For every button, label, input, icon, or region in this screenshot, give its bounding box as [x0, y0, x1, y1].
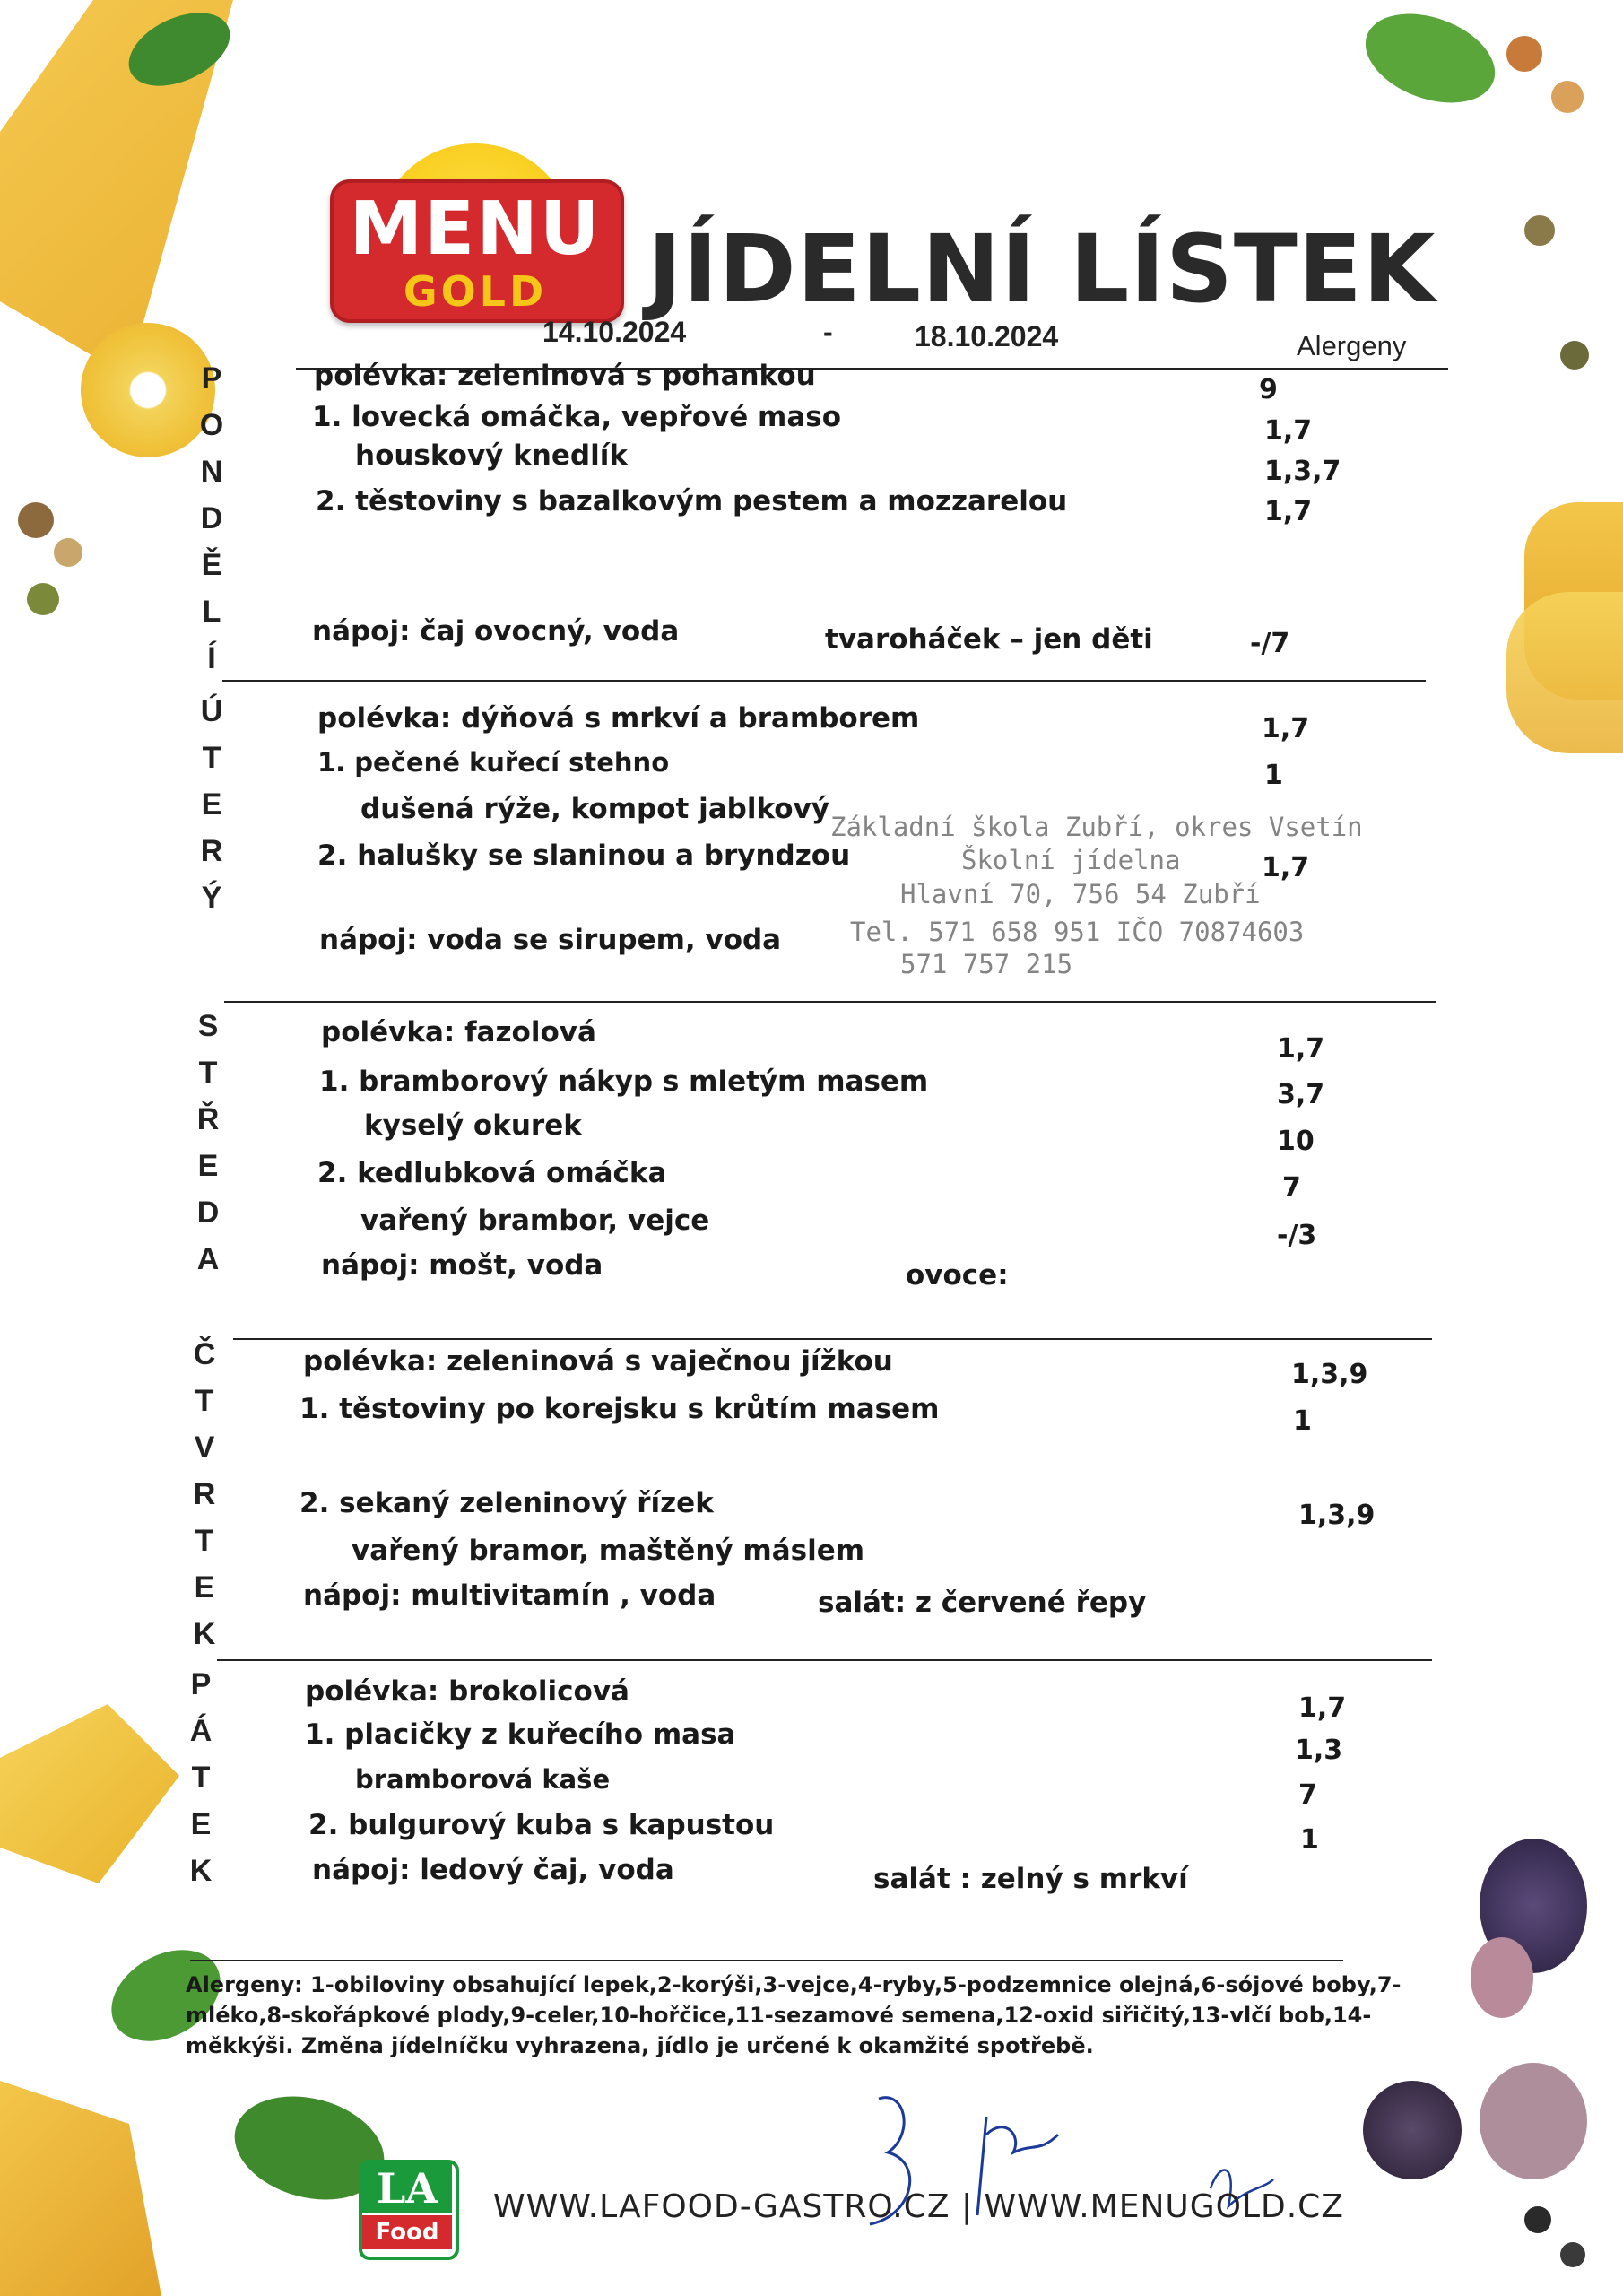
date-to: 18.10.2024	[915, 320, 1059, 352]
date-separator: -	[823, 316, 833, 348]
friday-soup: polévka: brokolicová	[305, 1675, 629, 1708]
friday-meal-1-allergens: 1,3	[1295, 1735, 1343, 1766]
day-label-tuesday: Ú T E R Ý	[200, 694, 223, 915]
monday-meal-1-side-allergens: 1,3,7	[1264, 456, 1341, 487]
thursday-soup-allergens: 1,3,9	[1291, 1359, 1368, 1390]
wednesday-meal-2-side: vařený brambor, vejce	[360, 1205, 710, 1237]
wednesday-meal-2: 2. kedlubková omáčka	[317, 1157, 667, 1189]
wednesday-meal-1-side: kyselý okurek	[364, 1109, 582, 1142]
friday-meal-1-side: bramborová kaše	[355, 1764, 611, 1795]
wednesday-meal-2-side-allergens: -/3	[1277, 1220, 1317, 1251]
friday-meal-1-side-allergens: 7	[1298, 1779, 1317, 1811]
tuesday-meal-1: 1. pečené kuřecí stehno	[317, 747, 670, 778]
monday-meal-2-allergens: 1,7	[1264, 496, 1313, 527]
tuesday-drink: nápoj: voda se sirupem, voda	[319, 924, 782, 956]
wednesday-meal-1: 1. bramborový nákyp s mletým masem	[319, 1065, 929, 1098]
thursday-meal-2-allergens: 1,3,9	[1298, 1500, 1376, 1531]
legend-rule	[190, 1960, 1343, 1961]
tuesday-rule	[224, 1001, 1436, 1003]
tuesday-meal-1-allergens: 1	[1264, 760, 1283, 791]
wednesday-drink: nápoj: mošt, voda	[321, 1249, 603, 1282]
monday-extra-allergens: -/7	[1250, 628, 1290, 659]
wednesday-rule	[233, 1338, 1432, 1340]
thursday-meal-1-allergens: 1	[1293, 1405, 1312, 1437]
monday-meal-2: 2. těstoviny s bazalkovým pestem a mozzarelou	[316, 485, 1068, 517]
tuesday-soup-allergens: 1,7	[1262, 713, 1310, 744]
la-logo-top: LA	[362, 2163, 452, 2213]
day-label-friday: P Á T E K	[189, 1667, 213, 1888]
logo-menu-text: MENU	[349, 187, 602, 272]
friday-drink: nápoj: ledový čaj, voda	[312, 1854, 674, 1886]
monday-meal-1: 1. lovecká omáčka, vepřové maso	[312, 401, 841, 433]
footer-urls: WWW.LAFOOD-GASTRO.CZ | WWW.MENUGOLD.CZ	[493, 2188, 1344, 2225]
day-label-thursday: Č T V R T E K	[193, 1337, 216, 1651]
thursday-meal-1: 1. těstoviny po korejsku s krůtím masem	[299, 1393, 940, 1425]
wednesday-meal-1-side-allergens: 10	[1277, 1126, 1315, 1157]
wednesday-meal-2-allergens: 7	[1282, 1172, 1301, 1204]
monday-soup-allergens: 9	[1259, 374, 1278, 405]
stamp-line-2: Školní jídelna	[961, 845, 1181, 875]
monday-meal-1-side: houskový knedlík	[355, 439, 628, 472]
tuesday-meal-2-allergens: 1,7	[1262, 852, 1310, 883]
thursday-meal-2-side: vařený bramor, maštěný máslem	[352, 1535, 865, 1567]
stamp-line-1: Základní škola Zubří, okres Vsetín	[830, 812, 1363, 842]
monday-drink: nápoj: čaj ovocný, voda	[312, 615, 680, 648]
wednesday-extra: ovoce:	[906, 1259, 1009, 1292]
stamp-line-5: 571 757 215	[900, 949, 1073, 979]
thursday-rule	[217, 1659, 1432, 1661]
allergens-header: Alergeny	[1297, 330, 1407, 361]
tuesday-meal-2: 2. halušky se slaninou a bryndzou	[317, 839, 851, 872]
tuesday-soup: polévka: dýňová s mrkví a bramborem	[317, 702, 920, 735]
friday-meal-1: 1. placičky z kuřecího masa	[305, 1718, 736, 1751]
thursday-meal-2: 2. sekaný zeleninový řízek	[299, 1487, 714, 1519]
logo-gold-text: GOLD	[403, 267, 548, 316]
friday-extra: salát : zelný s mrkví	[873, 1863, 1188, 1895]
wednesday-soup-allergens: 1,7	[1277, 1033, 1325, 1065]
monday-rule	[222, 680, 1426, 682]
day-label-wednesday: S T Ř E D A	[196, 1009, 220, 1276]
day-label-monday: P O N D Ě L Í	[199, 361, 224, 675]
stamp-line-3: Hlavní 70, 756 54 Zubří	[900, 879, 1261, 909]
friday-meal-2-allergens: 1	[1300, 1824, 1319, 1856]
stamp-line-4: Tel. 571 658 951 IČO 70874603	[850, 917, 1305, 947]
friday-soup-allergens: 1,7	[1298, 1692, 1347, 1724]
la-logo-bottom: Food	[362, 2215, 452, 2249]
page-title: JÍDELNÍ LÍSTEK	[647, 214, 1436, 324]
thursday-soup: polévka: zeleninová s vaječnou jížkou	[303, 1345, 893, 1378]
thursday-drink: nápoj: multivitamín , voda	[303, 1579, 716, 1612]
friday-meal-2: 2. bulgurový kuba s kapustou	[308, 1809, 775, 1841]
date-from: 14.10.2024	[542, 316, 687, 348]
thursday-extra: salát: z červené řepy	[818, 1587, 1147, 1619]
wednesday-soup: polévka: fazolová	[321, 1016, 596, 1048]
monday-soup: polévka: zeleninová s pohankou	[314, 360, 816, 392]
wednesday-meal-1-allergens: 3,7	[1277, 1079, 1325, 1110]
monday-extra: tvaroháček – jen děti	[825, 623, 1153, 656]
tuesday-meal-1-side: dušená rýže, kompot jablkový	[360, 793, 829, 825]
monday-meal-1-allergens: 1,7	[1264, 415, 1313, 447]
allergen-legend: Alergeny: 1-obiloviny obsahující lepek,2-korýši,3-vejce,4-ryby,5-podzemnice olejná,6-sójové boby,7-mléko,8-skořápkové plody,9-celer,10-hořčice,11-sezamové semena,12-oxid siřičitý,13-vlčí bob,14-měkkýši. Změna jídelníčku vyhrazena, jídlo je určené k okamžité spotřebě.	[186, 1972, 1402, 2058]
